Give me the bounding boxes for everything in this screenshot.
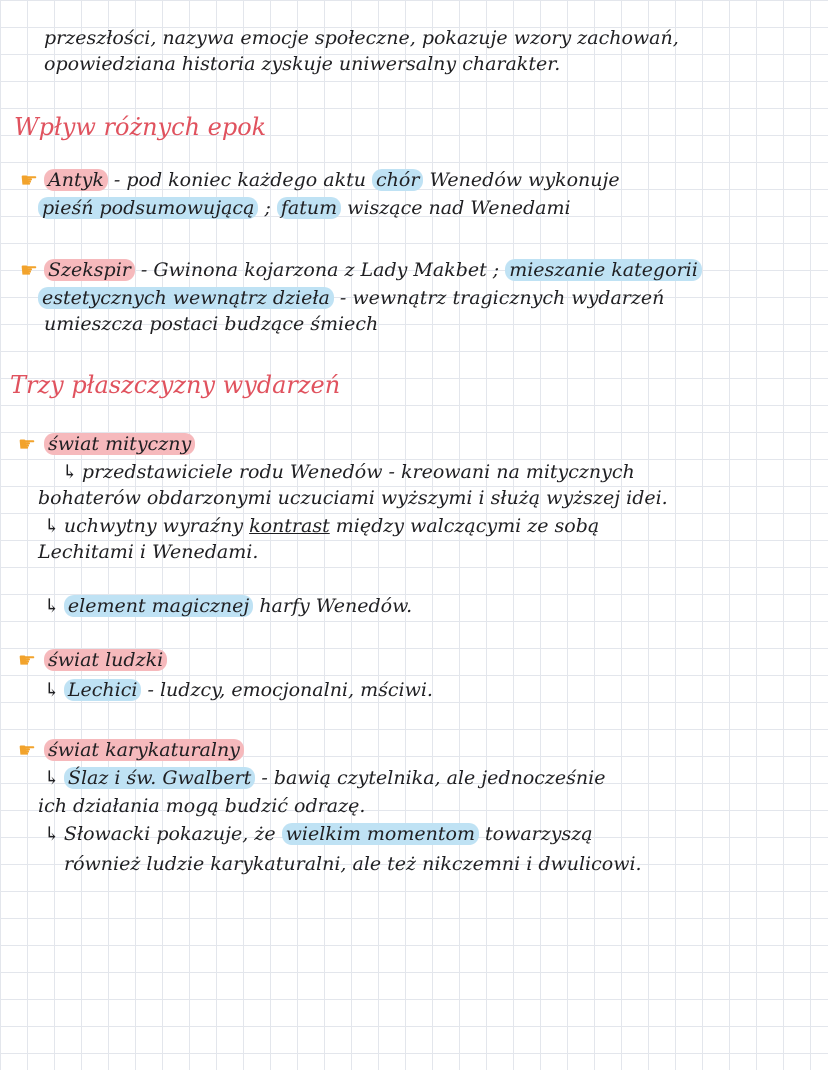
karykaturalny-line-4: również ludzie karykaturalni, ale też nikczemni i dwulicowi. <box>64 853 642 875</box>
term-slaz-gwalbert: Ślaz i św. Gwalbert <box>64 767 255 789</box>
szekspir-text-2: - wewnątrz tragicznych wydarzeń <box>333 287 665 309</box>
pointing-hand-icon: ☛ <box>20 258 38 282</box>
pointing-hand-icon: ☛ <box>18 648 36 672</box>
antyk-text-4: wiszące nad Wenedami <box>341 197 571 219</box>
mityczny-line-1 <box>62 460 635 484</box>
term-lechici: Lechici <box>64 679 142 701</box>
karykaturalny-text-3c: towarzyszą <box>478 823 593 845</box>
pointing-hand-icon: ☛ <box>18 432 36 456</box>
title-swiat-ludzki: świat ludzki <box>44 649 167 671</box>
ludzki-text-1b: - ludzcy, emocjonalni, mściwi. <box>141 679 433 701</box>
karykaturalny-title-line <box>44 738 244 762</box>
arrow-icon: ↳ <box>44 595 60 617</box>
szekspir-text-1: - Gwinona kojarzona z Lady Makbet ; <box>134 259 506 281</box>
term-fatum: fatum <box>277 197 341 219</box>
mityczny-text-3a: uchwytny wyraźny <box>63 515 250 537</box>
term-mieszanie: mieszanie kategorii <box>505 259 702 281</box>
ludzki-line-1 <box>44 678 433 702</box>
mityczny-line-5 <box>44 594 412 618</box>
mityczny-text-1: przedstawiciele rodu Wenedów - kreowani na mitycznych <box>81 461 635 483</box>
mityczny-text-3c: między walczącymi ze sobą <box>329 515 600 537</box>
term-estetyczne: estetycznych wewnątrz dzieła <box>38 287 334 309</box>
mityczny-line-3 <box>44 514 599 538</box>
karykaturalny-text-1b: - bawią czytelnika, ale jednocześnie <box>255 767 606 789</box>
antyk-line-2 <box>38 196 571 220</box>
antyk-text-1: - pod koniec każdego aktu <box>107 169 372 191</box>
term-szekspir: Szekspir <box>44 259 135 281</box>
mityczny-line-4: Lechitami i Wenedami. <box>38 541 259 563</box>
mityczny-text-5b: harfy Wenedów. <box>253 595 413 617</box>
term-chor: chór <box>372 169 423 191</box>
mityczny-line-2: bohaterów obdarzonymi uczuciami wyższymi i służą wyższej idei. <box>38 487 668 509</box>
arrow-icon: ↳ <box>44 679 60 701</box>
heading-wplyw-epok: Wpływ różnych epok <box>14 113 267 141</box>
term-piesn: pieśń podsumowującą <box>38 197 258 219</box>
antyk-text-3: ; <box>258 197 277 219</box>
title-swiat-mityczny: świat mityczny <box>44 433 195 455</box>
ludzki-title-line <box>44 648 167 672</box>
intro-line-2: opowiedziana historia zyskuje uniwersalny charakter. <box>44 53 561 75</box>
antyk-text-2: Wenedów wykonuje <box>423 169 620 191</box>
karykaturalny-line-3 <box>44 822 593 846</box>
karykaturalny-line-2: ich działania mogą budzić odrazę. <box>38 795 366 817</box>
arrow-icon: ↳ <box>44 515 60 537</box>
karykaturalny-line-1 <box>44 766 605 790</box>
karykaturalny-text-3a: Słowacki pokazuje, że <box>63 823 282 845</box>
pointing-hand-icon: ☛ <box>20 168 38 192</box>
term-wielkim-momentom: wielkim momentom <box>282 823 479 845</box>
term-kontrast: kontrast <box>249 515 330 537</box>
term-antyk: Antyk <box>44 169 108 191</box>
arrow-icon: ↳ <box>62 461 78 483</box>
intro-line-1: przeszłości, nazywa emocje społeczne, pokazuje wzory zachowań, <box>44 27 679 49</box>
antyk-line-1 <box>44 168 620 192</box>
pointing-hand-icon: ☛ <box>18 738 36 762</box>
arrow-icon: ↳ <box>44 823 60 845</box>
heading-trzy-plaszczyzny: Trzy płaszczyzny wydarzeń <box>10 371 341 399</box>
mityczny-title-line <box>44 432 195 456</box>
szekspir-line-1 <box>44 258 702 282</box>
term-element-magicznej: element magicznej <box>64 595 253 617</box>
title-swiat-karykaturalny: świat karykaturalny <box>44 739 244 761</box>
szekspir-line-2 <box>38 286 664 310</box>
szekspir-line-3: umieszcza postaci budzące śmiech <box>44 313 379 335</box>
arrow-icon: ↳ <box>44 767 60 789</box>
